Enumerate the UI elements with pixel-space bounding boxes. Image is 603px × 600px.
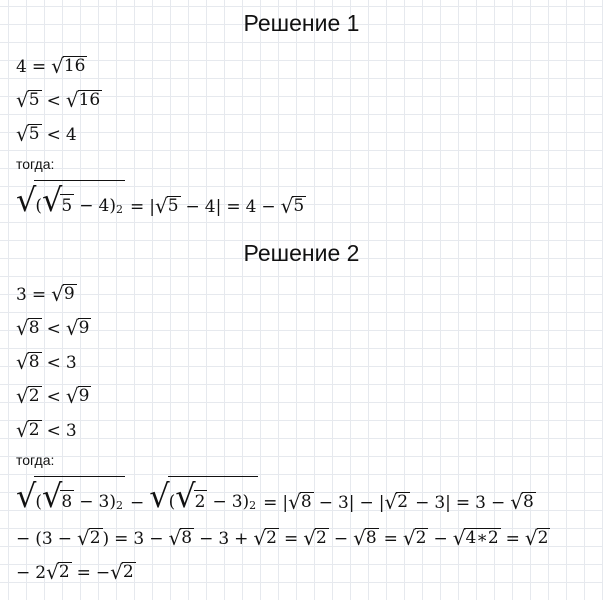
s2-result-1: √ ( √ 8 − 3) 2 − √ ( √ 2 − 3) 2 = | √ 8 − 3 | − | √ 2 − 3 | = 3 − √ 8: [16, 477, 534, 515]
s1-line-2: √ 5 < √ 16: [16, 88, 101, 112]
s1-result: √ ( √ 5 − 4) 2 = | √ 5 − 4 | = 4 − √ 5: [16, 181, 305, 219]
s2-result-2: − (3 − √ 2 ) = 3 − √ 8 − 3 + √ 2 = √ 2 − √ 8 = √ 2 − √ 4∗2 = √ 2: [16, 526, 549, 550]
s2-result-3: − 2 √ 2 = − √ 2: [16, 560, 134, 584]
s2-line-3: √ 8 < 3: [16, 350, 77, 374]
s2-line-4: √ 2 < √ 9: [16, 384, 90, 408]
s1-line-3: √ 5 < 4: [16, 122, 77, 146]
s1-then-label: тогда:: [16, 156, 55, 172]
s1-line-1: 4 = √ 16: [16, 54, 86, 78]
s2-line-2: √ 8 < √ 9: [16, 316, 90, 340]
solution-1-title: Решение 1: [243, 10, 360, 36]
s2-then-label: тогда:: [16, 452, 55, 468]
s2-line-1: 3 = √ 9: [16, 282, 75, 306]
solution-2-title: Решение 2: [243, 240, 360, 266]
s2-line-5: √ 2 < 3: [16, 418, 77, 442]
